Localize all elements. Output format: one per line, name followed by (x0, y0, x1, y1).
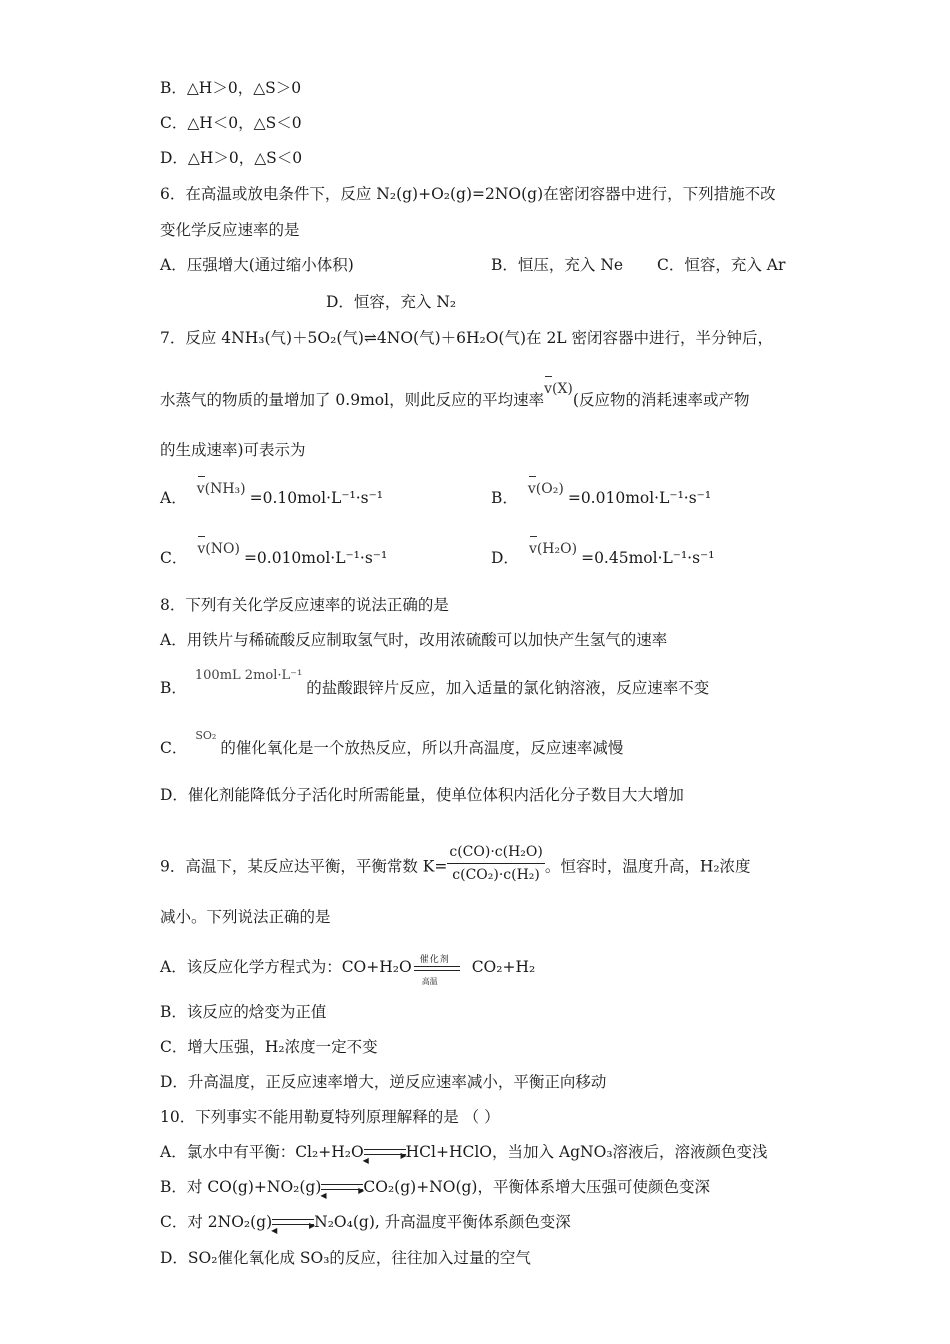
q9-option-c: C．增大压强，H₂浓度一定不变 (160, 1038, 378, 1056)
q9-option-a-text: A．该反应化学方程式为：CO+H₂O (160, 958, 412, 976)
q7-rate-symbol-text: v(X) (544, 381, 573, 397)
q7-stem-text-b: (反应物的消耗速率或产物 (572, 391, 750, 409)
q6-option-d: D．恒容，充入 N₂ (326, 293, 457, 311)
q6-option-b: B．恒压，充入 Ne (491, 256, 624, 274)
q7-option-b (491, 481, 712, 509)
q10-option-a-text-2: HCl+HClO，当加入 AgNO₃溶液后，溶液颜色变浅 (405, 1143, 768, 1161)
q6-stem-line1: 6．在高温或放电条件下，反应 N₂(g)+O₂(g)=2NO(g)在密闭容器中进行，下列措施不改 (160, 185, 776, 203)
arrow-line (272, 1219, 314, 1220)
q10-option-b-text-2: CO₂(g)+NO(g)，平衡体系增大压强可使颜色变深 (363, 1178, 710, 1196)
q10-option-d: D．SO₂催化氧化成 SO₃的反应，往往加入过量的空气 (160, 1249, 531, 1267)
q8-stem: 8．下列有关化学反应速率的说法正确的是 (160, 596, 449, 614)
arrow-line (321, 1189, 363, 1190)
arrow-line (414, 970, 460, 971)
overbar (529, 476, 536, 477)
arrow-head: ◀ (320, 1191, 327, 1200)
q7-stem-line2 (160, 381, 750, 411)
q10-option-a-text-1: A．氯水中有平衡：Cl₂+H₂O (160, 1143, 364, 1161)
q9-stem-line2: 减小。下列说法正确的是 (160, 908, 331, 926)
q9-stem-text-a: 9．高温下，某反应达平衡，平衡常数 K= (160, 857, 448, 876)
arrow-line (364, 1149, 406, 1150)
q9-fraction-numerator: c(CO)·c(H₂O) (447, 842, 544, 864)
q5-option-c: C．△H＜0，△S＜0 (160, 114, 302, 132)
q7-option-b-rate-text: v(O₂) (527, 481, 564, 497)
q8-option-d: D．催化剂能降低分子活化时所需能量，使单位体积内活化分子数目大大增加 (160, 786, 684, 804)
q8-option-c (160, 729, 624, 760)
arrow-head: ▶ (309, 1221, 316, 1230)
q8-option-a: A．用铁片与稀硫酸反应制取氢气时，改用浓硫酸可以加快产生氢气的速率 (160, 631, 668, 649)
q10-stem: 10．下列事实不能用勒夏特列原理解释的是 （ ） (160, 1108, 500, 1126)
overbar (545, 376, 552, 377)
q7-option-a-rate-text: v(NH₃) (196, 481, 246, 497)
q6-option-c: C．恒容，充入 Ar (657, 256, 786, 274)
arrow-line (414, 966, 460, 967)
arrow-head: ▶ (400, 1151, 407, 1160)
q8-option-c-label: C． (160, 739, 188, 757)
overbar (198, 536, 205, 537)
equilibrium-arrow-icon (320, 1182, 365, 1200)
q7-stem-line3: 的生成速率)可表示为 (160, 441, 306, 459)
condition-label: 高温 (421, 977, 438, 986)
equilibrium-arrow-icon (362, 1147, 407, 1165)
q7-option-b-rate (528, 479, 564, 499)
q7-stem-line1: 7．反应 4NH₃(气)＋5O₂(气)⇌4NO(气)＋6H₂O(气)在 2L 密闭容器中进行，半分钟后， (160, 329, 774, 347)
q7-option-a (160, 481, 383, 509)
q7-option-c-value: =0.010mol·L⁻¹·s⁻¹ (243, 549, 388, 567)
q10-option-c-text-1: C．对 2NO₂(g) (160, 1213, 273, 1231)
q10-option-b-text-1: B．对 CO(g)+NO₂(g) (160, 1178, 322, 1196)
q9-stem-text-b: 。恒容时，温度升高，H₂浓度 (544, 857, 751, 876)
arrow-head: ▶ (358, 1186, 365, 1195)
arrow-line (364, 1154, 406, 1155)
overbar (530, 536, 537, 537)
overbar (198, 476, 205, 477)
q7-option-d (491, 541, 715, 569)
q7-option-a-rate (197, 479, 246, 499)
q8-option-b-text: 的盐酸跟锌片反应，加入适量的氯化钠溶液，反应速率不变 (306, 679, 710, 697)
arrow-line (321, 1184, 363, 1185)
arrow-head: ◀ (362, 1156, 369, 1165)
q8-option-c-formula: SO₂ (195, 729, 217, 742)
q9-option-a (160, 954, 536, 986)
q9-stem-line1 (160, 846, 751, 889)
q7-option-d-rate (529, 539, 577, 559)
q10-option-c (160, 1212, 571, 1235)
q7-option-c (160, 541, 388, 569)
q9-option-a-products: CO₂+H₂ (471, 958, 536, 976)
equilibrium-arrow-icon (271, 1217, 316, 1235)
q7-option-d-rate-text: v(H₂O) (528, 541, 578, 557)
q10-option-b (160, 1177, 710, 1200)
q7-option-d-label: D． (491, 549, 519, 567)
q9-equilibrium-fraction (447, 842, 544, 885)
arrow-head: ◀ (271, 1226, 278, 1235)
q7-option-c-label: C． (160, 549, 188, 567)
q8-option-b-formula: 100mL 2mol·L⁻¹ (194, 668, 303, 683)
q7-stem-text-a: 水蒸气的物质的量增加了 0.9mol，则此反应的平均速率 (160, 391, 545, 409)
q5-option-b: B．△H＞0，△S＞0 (160, 79, 302, 97)
q5-option-d: D．△H＞0，△S＜0 (160, 149, 303, 167)
q6-stem-line2: 变化学反应速率的是 (160, 221, 300, 239)
q7-rate-symbol (544, 379, 573, 399)
q7-option-d-value: =0.45mol·L⁻¹·s⁻¹ (581, 549, 715, 567)
q7-option-a-value: =0.10mol·L⁻¹·s⁻¹ (249, 489, 383, 507)
q9-option-b: B．该反应的焓变为正值 (160, 1003, 327, 1021)
q7-option-a-label: A． (160, 489, 187, 507)
q10-option-c-text-2: N₂O₄(g), 升高温度平衡体系颜色变深 (314, 1213, 571, 1231)
q7-option-b-value: =0.010mol·L⁻¹·s⁻¹ (567, 489, 712, 507)
q8-option-b-label: B． (160, 679, 187, 697)
catalyst-label: 催化剂 (419, 955, 450, 965)
q7-option-b-label: B． (491, 489, 518, 507)
q9-fraction-denominator: c(CO₂)·c(H₂) (452, 867, 540, 883)
q7-option-c-rate (197, 539, 240, 559)
arrow-line (272, 1224, 314, 1225)
q8-option-c-text: 的催化氧化是一个放热反应，所以升高温度，反应速率减慢 (220, 739, 624, 757)
q9-option-d: D．升高温度，正反应速率增大，逆反应速率减小，平衡正向移动 (160, 1073, 607, 1091)
q10-option-a (160, 1142, 768, 1165)
equilibrium-arrow-icon (412, 954, 462, 986)
q7-option-c-rate-text: v(NO) (197, 541, 240, 557)
q6-option-a: A．压强增大(通过缩小体积) (160, 256, 354, 274)
